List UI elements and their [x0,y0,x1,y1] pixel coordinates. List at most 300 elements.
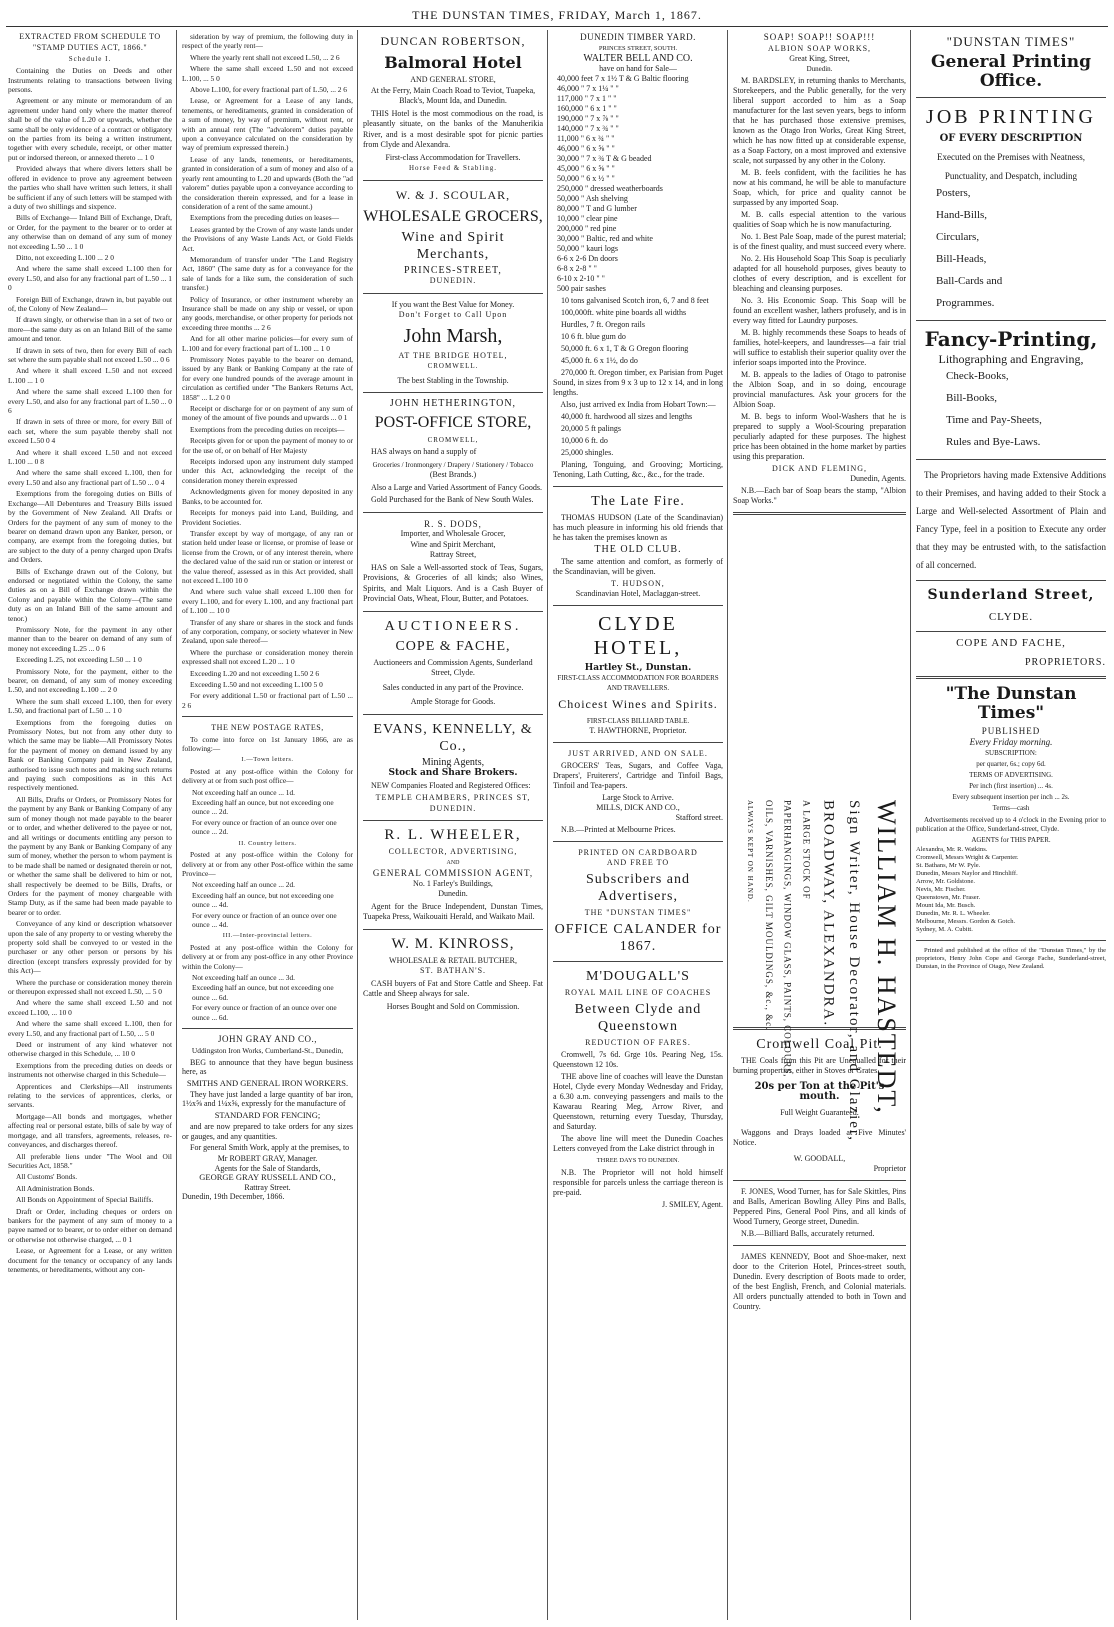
ad-line: AND FREE TO [606,858,670,867]
ad-line: SMITHS AND GENERAL IRON WORKERS. [186,1077,349,1088]
divider [553,742,723,743]
divider [916,940,1106,941]
paragraph: BEG to announce that they have begun business here, as [182,1057,353,1077]
ad-name: W. M. KINROSS, [391,935,515,952]
paper-title: "The Dunstan Times" [945,684,1077,723]
paragraph: Above L.100, for every fractional part of L.50, ... 2 6 [190,85,348,95]
rate-line: For every ounce or fraction of an ounce over one ounce ... 4d. [192,910,337,929]
list-item: 10,000 " clear pine [557,214,618,223]
paragraph: CASH buyers of Fat and Store Cattle and Sheep. Fat Cattle and Sheep always for sale. [363,978,543,998]
paragraph: Hurdles, 7 ft. Oregon rails [561,320,645,329]
paragraph: HAS on Sale a Well-assorted stock of Teas, Sugars, Provisions, & Groceries of all kinds; also Wines, Spirits, and Malt Liquors. And is a Cash Buyer of Provincial Oats, Wheat, Flour, Butter, and Potatoes. [363,562,543,603]
divider [363,611,543,612]
ad-line: WHOLESALE & RETAIL BUTCHER, [389,955,517,965]
list-item: Rules and Bye-Laws. [946,436,1041,448]
paragraph: HAS always on hand a supply of [371,447,477,456]
divider [733,512,906,515]
paragraph: And where it shall exceed L.50 and not exceed L.100 ... 0 8 [8,447,172,467]
ad-line: DICK AND FLEMING, [772,464,867,473]
paragraph: M. B. calls especial attention to the various qualities of Soap which he is now manufacturing. [733,210,906,229]
paragraph: Transfer except by way of mortgage, of any ran or station held under lease or license, or promise of lease or license from the Crown, or of any interest therein, where the declared value of the said run or station or interest or the value thereof, assessed as in this Act provided, shall not exceed L.100 10 0 [182,528,353,585]
list-item: 250,000 " dressed weatherboards [557,184,663,193]
paragraph: Cromwell, 7s 6d. Grge 10s. Pearing Neg, 15s. Queenstown 12 10s. [553,1050,723,1069]
ad-line: Groceries / Ironmongery / Drapery / Stationery / Tobacco [372,460,534,469]
ad-line: Executed on the Premises with Neatness, [937,152,1085,162]
ad-line: Wine and Spirit Merchant, [410,539,496,549]
paragraph: Exemptions from the preceding duties on receipts— [190,424,345,434]
ad-line: OILS, VARNISHES, GILT MOULDINGS, &c., &c. [763,800,774,1031]
divider [363,929,543,930]
hotel-name: Balmoral Hotel [384,53,522,72]
paragraph: Agent for the Bruce Independent, Dunstan Times, Tuapeka Press, Waikouaiti Herald, and Waikato Mail. [363,901,543,921]
paragraph: Where the sum shall exceed L.100, then for every L.50, and fractional part of L.50 ... 1 0 [8,696,172,716]
paragraph: Promissory Notes payable to the bearer on demand, issued by any Bank or Banking Company at the rate of for every one hundred pounds of the average amount in circulation as certified under "The Bankers Returns Act, 1858" ... L.2 0 0 [182,355,353,402]
ad-line: DUNEDIN. [429,276,477,285]
subheading: I.—Town letters. [241,756,294,764]
subheading: Schedule I. [68,54,112,63]
paragraph: sideration by way of premium, the following duty in respect of the yearly rent— [182,32,353,51]
ad-line: (Best Brands.) [429,470,477,479]
paragraph: Gold Purchased for the Bank of New South Wales. [371,495,534,504]
paragraph: JAMES KENNEDY, Boot and Shoe-maker, next door to the Criterion Hotel, Princes-street south, Dunedin. Every description of Boots made to order, of the best English, French, and Colonial materials. All orders punctually attended to both in Town and Country. [733,1252,906,1311]
paragraph: Provided always that where divers letters shall be offered in evidence to prove any agreement between the parties who shall have written such letters, it shall be sufficient if any of such letters will be stamped with a duty of two shillings and sixpence. [8,164,172,211]
rate-line: For every ounce or fraction of an ounce over one ounce ... 6d. [192,1003,337,1022]
paragraph: Lease, or Agreement for a Lease of any lands, tenements, or hereditaments, granted in consideration of a sum of money, by way of premium, without rent, or with an annual rent (The "advalorem" duties payable upon a conveyance calculated on the consideration by way of premium expressed therein.) [182,96,353,153]
paragraph: THE above line of coaches will leave the Dunstan Hotel, Clyde every Monday Wednesday and Friday, a 6.30 a.m. conveying passengers and mails to the Kawarau Rearing Meg, Arrow River, and Queenstown, returning every Tuesday, Thursday, and Saturday. [553,1072,723,1131]
paragraph: Planing, Tonguing, and Grooving; Morticing, Tenoning, Lath Cutting, &c., &c., for the trade. [553,460,723,479]
paragraph: 25,000 shingles. [561,448,614,457]
ad-line: COPE AND FACHE, [956,637,1066,649]
ad-line: FIRST-CLASS BILLIARD TABLE. [586,717,690,725]
ad-line: PROPRIETORS. [1024,657,1106,668]
ad-date: Dunedin, 19th December, 1866. [182,1192,285,1202]
list-item: Circulars, [936,231,980,243]
list-item: 50,000 " kauri logs [557,244,619,253]
list-item: 140,000 " 7 x ¾ " " [557,124,619,133]
divider [363,180,543,181]
paragraph: 40,000 ft. hardwood all sizes and lengths [561,412,693,421]
ad-title: The Late Fire. [591,494,685,509]
ad-line: Stock and Share Brokers. [388,768,518,778]
ad-line: Mining Agents, [421,756,485,768]
paragraph: Lease, or Agreement for a Lease, or any written document for the tenancy or occupancy of any lands tenements, or hereditaments, without any con- [8,1246,172,1274]
paragraph: Bills of Exchange drawn out of the Colony, but endorsed or negotiated within the Colony, the same duties as on a Bill of Exchange drawn within the Colony and payable within the Colony—(The same duty as on an Inland Bill of the same amount and tenor.) [8,566,172,623]
ad-title: SOAP! SOAP!! SOAP!!! [763,32,876,42]
divider [363,293,543,294]
paragraph: Draft or Order, including cheques or orders on bankers for the payment of any sum of money to a payee named or to bearer, or to order either on demand or otherwise not otherwise charged, ... 0 1 [8,1206,172,1244]
paragraph: 100,000ft. white pine boards all widths [561,308,687,317]
ad-line: ALWAYS KEPT ON HAND. [745,800,754,903]
paragraph: They have just landed a large quantity of bar iron, 1½x⅝ and 1¼x⅝, expressly for the manufacture of [182,1090,353,1109]
ad-line: Subscribers and Advertisers, [585,872,691,904]
paragraph: M. B. begs to inform Wool-Washers that he is prepared to supply a Wool-Scouring preparation peculiarly adapted for these purposes. The highest price has been obtained in the home market by parties using this preparation. [733,412,906,461]
rate-line: Exceeding half an ounce, but not exceeding one ounce ... 4d. [192,890,334,910]
list-item: 6-6 x 2-6 Dn doors [557,254,618,263]
ad-line: Don't Forget to Call Upon [398,310,508,319]
paragraph: Receipts given for or upon the payment of money to or for the use of, or on behalf of Her Majesty [182,436,353,455]
ad-line: ST. BATHAN'S. [419,966,487,975]
top-rule [6,26,1108,27]
paragraph: Where the yearly rent shall not exceed L.50, ... 2 6 [190,52,340,62]
paragraph: Leases granted by the Crown of any waste lands under the Provisions of any Waste Lands Act, or Gold Fields Act. [182,224,353,253]
list-item: 50,000 " Ash shelving [557,194,628,203]
list-item: Posters, [936,187,971,199]
ad-line: A LARGE STOCK OF [801,800,812,900]
list-item: Cromwell, Messrs Wright & Carpenter. [916,854,1019,861]
divider [363,820,543,821]
ad-line: Every subsequent insertion per inch ... 2s. [952,793,1070,801]
ad-line: J. SMILEY, Agent. [662,1200,723,1209]
paragraph: Deed or instrument of any kind whatever not otherwise charged in this Schedule, ... 10 0 [8,1040,172,1059]
column-divider [727,30,728,1620]
ad-line: Lithographing and Engraving, [938,352,1084,366]
paragraph: The Proprietors having made Extensive Additions to their Premises, and having added to their Stock a Large and Well-selected Assortment of Plain and Fancy Type, feel in a position to Execute any order that they may be entrusted with, to the satisfaction of all concerned. [916,470,1106,570]
paragraph: F. JONES, Wood Turner, has for Sale Skittles, Pins and Balls, American Bowling Alley Pins and Balls, Peppered Pins, General Pool Pins, and all kinds of Wood Turnery, George street, Dunedin. [733,1187,906,1226]
ad-line: THE OLD CLUB. [594,544,682,555]
rate-line: Not exceeding half an ounce ... 3d. [192,972,296,982]
paragraph: All Customs' Bonds. [16,1172,78,1182]
ad-line: Terms—cash [992,804,1030,812]
paragraph: N.B.—Billiard Balls, accurately returned. [741,1229,875,1238]
subheading: III.—Inter-provincial letters. [222,932,313,940]
rate-line: Not exceeding half an ounce ... 2d. [192,880,296,890]
ad-line: Large Stock to Arrive. [602,793,674,802]
ad-line: AND GENERAL STORE, [410,75,496,84]
paragraph: For every additional L.50 or fractional part of L.50 ... 2 6 [182,691,353,710]
divider [553,486,723,487]
ad-title: JOHN GRAY AND CO., [217,1034,318,1044]
ad-line: Great King, Street, [789,54,850,63]
list-item: 40,000 feet 7 x 1½ T & G Baltic flooring [557,74,689,83]
ad-line: If you want the Best Value for Money. [391,299,515,309]
paragraph: Exceeding L.25, not exceeding L.50 ... 1 0 [16,655,142,665]
heading: EXTRACTED FROM SCHEDULE TO [19,32,161,41]
list-item: Alexandra, Mr. R. Watkins. [916,846,988,853]
list-item: St. Bathans, Mr W. Pyle. [916,862,981,869]
ad-line: Ample Storage for Goods. [410,697,496,706]
list-item: Arrow, Mr. Goldstone. [916,878,975,885]
masthead: THE DUNSTAN TIMES, FRIDAY, March 1, 1867. [412,8,702,22]
ad-line: MILLS, DICK AND CO., [596,803,680,812]
column-stamp-duties [4,30,176,1620]
ad-line: FIRST-CLASS ACCOMMODATION FOR BOARDERS AND TRAVELLERS. [557,674,719,692]
paragraph: Receipt or discharge for or on payment of any sum of money of the amount of five pounds and upwards ... 0 1 [182,404,353,423]
divider [916,97,1106,98]
ad-line: Dunedin. [438,889,468,898]
list-item: Sydney, M. A. Cubitt. [916,926,973,933]
print-list [916,182,1106,314]
paragraph: Apprentices and Clerkships—All instruments relating to the services of apprentices, clerks, or servants. [8,1081,172,1110]
ad-name: COPE & FACHE, [395,638,511,654]
paragraph: Also a Large and Varied Assortment of Fancy Goods. [371,482,543,492]
ad-line: Punctuality, and Despatch, including [944,171,1078,181]
heading: "STAMP DUTIES ACT, 1866." [32,43,148,53]
paragraph: Containing the Duties on Deeds and other Instruments relating to transactions between living persons. [8,66,172,95]
paragraph: And where such value shall exceed L.100 then for every L.100, and for every L.100, and any fractional part of L.100 ... 10 0 [182,587,353,616]
ad-line: ROYAL MAIL LINE OF COACHES [564,988,712,997]
list-item: 45,000 " 6 x ⅝ " " [557,164,615,173]
ad-line: General Printing Office. [931,52,1091,91]
ad-name: M'DOUGALL'S [586,969,690,984]
list-item: Dunedin, Mr. R. L. Wheeler. [916,910,991,917]
paragraph: M. BARDSLEY, in returning thanks to Merchants, Storekeepers, and the Public generally, for the very liberal support accorded to him as a Soap manufacturer for the last seven years, begs to inform that he has purchased those extensive premises, known as the Otago Iron Works, Great King Street, which he has now fitted up at considerable expense, as a Soap Factory, on a most improved and extensive scale, not surpassed by any other in the Colony. [733,76,906,165]
column-ads-2 [549,30,727,1620]
paragraph: Exemptions from the foregoing duties on Bills of Exchange—All Debentures and Treasury Bills issued by the Government of New Zealand. All Drafts or Orders for the payment of any sum of money to the bearer on demand drawn upon any Banker, person, or company, are exempt from the foregoing duties, but are subject to the duty of a penny charged upon Drafts and Orders. [8,489,172,565]
paragraph: The same attention and comfort, as formerly of the Scandinavian, will be given. [553,557,723,576]
divider [363,512,543,513]
paragraph: Conveyance of any kind or description whatsoever upon the sale of any property to or vesting whereby the property sold shall be conveyed to or vested in the purchaser or any other person or persons by his direction (except transfers expressly provided for by this Act)— [8,919,172,976]
paragraph: And where it shall exceed L.50 and not exceed L.100 ... 1 0 [8,366,172,385]
paragraph: Promissory Note, for the payment in any other manner than to the bearer on demand of any sum of money not exceeding L.25 ... 0 6 [8,624,172,653]
paragraph: For general Smith Work, apply at the premises, to [190,1143,350,1153]
paragraph: Exemptions from the foregoing duties on Promissory Notes, but not from any other duty to which the same may be liable—All Promissory Notes for the payment of money on demand issued by any Bank or Banking Company paid in New Zealand, authorised to issue such notes and making such returns and paying such compositions as in this Act respectively mentioned. [8,717,172,793]
ad-title: AUCTIONEERS. [384,618,522,634]
paragraph: If drawn in sets of two, then for every Bill of each set where the sum payable shall not exceed L.50 ... 0 6 [8,345,172,364]
ad-line: Sign Writer, House Decorator, and Glazier, [846,800,863,1143]
ad-line: Importer, and Wholesale Grocer, [400,529,506,538]
paragraph: Bills of Exchange— Inland Bill of Exchange, Draft, or Order, for the payment to the bearer or to order at any otherwise than on demand of any sum of money not exceeding L.50 ... 1 0 [8,213,172,251]
ad-name: W. & J. SCOULAR, [395,187,511,202]
paragraph: And where the same shall exceed L.100 then for every L.50, and also for any fractional part of L.50 ... 1 0 [8,264,172,293]
paragraph: M. B. appeals to the ladies of Otago to patronise the Albion Soap, and in so doing, encourage provincial manufactures. Ask your grocers for the Albion Soap. [733,370,906,409]
paragraph: 50,000 ft. 6 x 1, T & G Oregon flooring [561,344,689,353]
rate-line: For every ounce or fraction of an ounce over one ounce ... 2d. [192,817,337,837]
ad-line: W. GOODALL, [793,1154,846,1163]
divider [916,676,1106,679]
ad-line: PRINCES-STREET, [404,264,502,276]
paragraph: All Bills, Drafts or Orders, or Promissory Notes for the payment by any Bank or Banking Company of any sum of money though not made payable to the bearer or to order, and whether delivered to the payee or not, and all writings or documents entitling any person to the payment by any Bank or Banking Company of any sum of money, whether the person to whom payment is to be made shall be named or designated therein or not, or whether the same shall be delivered to him or not, shall respectively be deemed to be Bills, Drafts, or Orders for the payment of money chargeable with Stamp Duty, as if the same had been made payable to bearer or to order. [8,794,172,917]
paragraph: Where the purchase or consideration money therein or thereupon expressed shall not exceed L.50, ... 5 0 [8,977,172,996]
paragraph: Agreement or any minute or memorandum of an agreement under hand only where the matter thereof shall be of the value of L.20 or upwards, whether the same shall be only evidence of a contract or obligatory on the parties from its being a written instrument, together with every schedule, receipt, or other matter put or indorsed thereon, or annexed thereto ... 1 0 [8,96,172,162]
ad-line: Stafford street. [675,813,723,822]
paragraph: And where the same shall exceed L.100, then for every L.50 and also any fractional part of L.50 ... 0 4 [8,468,172,487]
ad-line: PRINCES STREET, SOUTH. [598,45,678,52]
column-divider [176,30,177,1620]
divider [553,961,723,962]
paragraph: Receipts for moneys paid into Land, Building, and Provident Societies. [182,508,353,527]
divider [182,716,353,717]
divider [916,320,1106,321]
ad-line: CROMWELL, [427,435,479,444]
print-list [916,365,1106,453]
ad-line: TERMS OF ADVERTISING. [969,771,1053,779]
ad-line: At the Ferry, Main Coach Road to Teviot, Tuapeka, Black's, Mount Ida, and Dunedin. [370,85,536,105]
paragraph: M. B. highly recommends these Soaps to heads of families, hotel-keepers, and laundresses—a fair trial will suffice to establish their superior quality over the inferior soaps imported into the Province. [733,328,906,367]
ad-line: GENERAL COMMISSION AGENT, [372,868,534,878]
ad-line: DUNEDIN. [429,803,477,813]
ad-line: WHOLESALE GROCERS, [363,207,543,225]
paragraph: Exemptions from the preceding duties on deeds or instruments not otherwise charged in this Schedule— [8,1060,172,1080]
ad-line: per quarter, 6s.; copy 6d. [976,760,1046,768]
paragraph: GROCERS' Teas, Sugars, and Coffee Vaga, Drapers', Fruiterers', Cartridge and Tinfoil Bags, Tinfoil and Tea-papers. [553,761,723,790]
list-item: Nevis, Mr. Fischer. [916,886,966,893]
ad-line: Per inch (first insertion) ... 4s. [969,782,1053,790]
ad-line: Dunedin, Agents. [850,474,906,483]
paragraph: THE Coals from this Pit are Unequalled for their burning properties, either in Stoves or Grates. [733,1056,906,1075]
column-divider [910,30,911,1620]
paragraph: No. 1. Best Pale Soap, made of the purest material; is of the finest quality, and must succeed every where. [733,232,906,251]
ad-name: R. L. WHEELER, [384,827,522,843]
ad-line: Dunedin. [806,65,833,73]
paragraph: N.B.—Each bar of Soap bears the stamp, "Albion Soap Works." [733,486,906,505]
paragraph: M. B. feels confident, with the facilities he has now at his command, he will be able to manufacture Soap, which, for price and quality cannot be surpassed by any imported Soap. [733,168,906,207]
paragraph: And for all other marine policies—for every sum of L.100 and for every fractional part of L.100 ... 1 0 [182,334,353,353]
paragraph: Memorandum of transfer under "The Land Registry Act, 1860" (The same duty as for a conveyance for the sale of lands for a like sum, the consideration of such transfer.) [182,254,353,293]
ad-line: REDUCTION OF FARES. [585,1038,691,1047]
paragraph: and are now prepared to take orders for any sizes or gauges, and any quantities. [182,1122,353,1141]
ad-line: GEORGE GRAY RUSSELL AND CO., [199,1172,336,1183]
ad-line: Rattray Street, [429,550,477,559]
ad-line: Scandinavian Hotel, Maclaggan-street. [575,589,701,598]
ad-title: JUST ARRIVED, AND ON SALE. [568,749,708,758]
paragraph: Acknowledgments given for money deposited in any Banks, to be accounted for. [182,487,353,506]
list-item: 50,000 " 6 x ½ " " [557,174,615,183]
list-item: Bill-Books, [946,392,998,404]
ad-line: Horse Feed & Stabling. [408,164,498,172]
ad-name: EVANS, KENNELLY, & Co., [373,721,533,754]
ad-line: SUBSCRIPTION: [985,749,1037,757]
divider [553,605,723,606]
list-item: 46,000 " 6 x ⅝ " " [557,144,615,153]
ad-title: Cromwell Coal Pit. [756,1037,883,1052]
paragraph: All Administration Bonds. [16,1183,95,1193]
rate-line: Exceeding half an ounce, but not exceeding one ounce ... 2d. [192,798,334,817]
list-item: Mount Ida, Mr. Busch. [916,902,976,909]
ad-line: COLLECTOR, ADVERTISING, [388,847,518,856]
paragraph: 10 6 ft. blue gum do [561,332,626,341]
ad-line: Wine and Spirit Merchants, [401,229,505,262]
ad-name: WILLIAM H. HASTEDT, [871,800,901,1115]
imprint: Printed and published at the office of the "Dunstan Times," by the proprietors, Henry John Cope and George Fache, Sunderland-street, Dunstan, in the Province of Otago, New Zealand. [916,947,1106,970]
paragraph: Exemptions from the preceding duties on leases— [190,213,340,223]
paragraph: And where the same shall exceed L.50 and not exceed L.100, ... 10 0 [8,998,172,1017]
paragraph: Posted at any post-office within the Colony for delivery at or from any post-office in any other Province within the Colony— [182,942,353,971]
ad-line: PUBLISHED [981,726,1041,736]
paragraph: Lease of any lands, tenements, or hereditaments, granted in consideration of a sum of money and also of a yearly rent amounting to L.20 and upwards (Both the "ad valorem" duties payable upon a conveyance according to the consideration therein expressed, and for a lease in consideration of a rent of the same amount.) [182,154,353,211]
divider [553,841,723,842]
ad-line: OFFICE CALANDER for 1867. [554,922,722,954]
paragraph: Waggons and Drays loaded at Five Minutes' Notice. [733,1128,906,1147]
paragraph: Policy of Insurance, or other instrument whereby an Insurance shall be made on any ship or vessel, or upon any goods, merchandise, or other property for periods not exceeding three months ... 2 6 [182,294,353,332]
ad-line: BROADWAY, ALEXANDRA. [820,800,837,1028]
ad-title: "DUNSTAN TIMES" [946,34,1076,49]
agent-list [916,846,1106,934]
ad-line: STANDARD FOR FENCING; [214,1109,321,1120]
list-item: Bill-Heads, [936,253,987,265]
divider [916,631,1106,632]
ad-line: AGENTS for THIS PAPER. [971,836,1051,844]
paragraph: The above line will meet the Dunedin Coaches Letters conveyed from the Lake district through in [553,1134,723,1153]
job-printing: JOB PRINTING [926,106,1096,128]
ad-name: John Marsh, [403,324,503,347]
paragraph: Where the purchase or consideration money therein expressed shall not exceed L.20 ... 1 0 [182,647,353,667]
paragraph: No. 2. His Household Soap This Soap is peculiarly adapted for all household purposes, gives beauty to clothes of every description, and is excellent for bleaching and cleansing purposes. [733,254,906,293]
paragraph: N.B. The Proprietor will not hold himself responsible for parcels unless the carriage thereon is pre-paid. [553,1168,723,1197]
paragraph: And where the same shall exceed L.100, then for every L.50, and any fractional part of L.50, ... 5 0 [8,1019,172,1038]
ad-line: Rattray Street. [244,1182,291,1192]
ad-line: T. HAWTHORNE, Proprietor. [589,726,687,735]
ad-line: Mr ROBERT GRAY, Manager. [217,1154,318,1164]
paragraph: 270,000 ft. Oregon timber, ex Parisian from Puget Sound, in sizes from 9 x 3 up to 12 x 14, and in long lengths. [553,368,723,397]
ad-line: OF EVERY DESCRIPTION [939,133,1083,144]
ad-line: TEMPLE CHAMBERS, PRINCES ST, [375,793,531,802]
ad-address: Uddingston Iron Works, Cumberland-St., Dunedin, [191,1046,344,1056]
ad-line: Full Weight Guaranteed. [780,1108,859,1117]
ad-line: Sales conducted in any part of the Province. [382,682,524,692]
paragraph: Where the same shall exceed L.50 and not exceed L.100, ... 5 0 [182,64,353,83]
paragraph: And where the same shall exceed L.100 then for every L.50, and also for any fractional part of L.50 ... 0 6 [8,387,172,416]
ad-line: POST-OFFICE STORE, [374,413,532,431]
divider [916,459,1106,460]
paragraph: Advertisements received up to 4 o'clock in the Evening prior to publication at the Office, Sunderland-street, Clyde. [916,816,1106,833]
ad-name: JOHN HETHERINGTON, [389,398,517,409]
paragraph: Exceeding L.50 and not exceeding L.100 5 0 [190,680,323,689]
paragraph: Exceeding L.20 and not exceeding L.50 2 6 [190,668,320,678]
paragraph: 45,000 ft. 6 x 1½, do do [561,356,638,365]
paragraph: 10 tons galvanised Scotch iron, 6, 7 and 8 feet [561,296,709,305]
subheading: II. Country letters. [238,839,297,847]
ad-line: T. HUDSON, [611,579,665,588]
ad-line: Horses Bought and Sold on Commission. [386,1001,520,1011]
ad-name: R. S. DODS, [424,518,482,529]
ad-line: First-class Accommodation for Travellers. [385,152,521,162]
list-item: Hand-Bills, [936,209,988,221]
paragraph: Mortgage—All bonds and mortgages, whether affecting real or personal estate, bills of sale by way of mortgage, and all transfers, agreements, releases, re-conveyances, and discharges thereof. [8,1111,172,1150]
paragraph: If drawn in sets of three or more, for every Bill of each set, where the sum payable thereby shall not exceed L.50 0 4 [8,417,172,446]
ad-line: The best Stabling in the Township. [397,375,509,385]
list-item: 160,000 " 6 x 1 " " [557,104,617,113]
ad-line: No. 1 Farley's Buildings, [413,878,493,888]
list-item: 500 pair sashes [557,284,606,293]
ad-name: DUNCAN ROBERTSON, [380,34,526,48]
ad-line: THE "DUNSTAN TIMES" [584,908,692,917]
ad-line: Between Clyde and Queenstown [574,1002,702,1034]
paragraph: Receipts indorsed upon any instrument duly stamped under this Act, acknowledging the receipt of the consideration money therein expressed [182,457,353,485]
ad-line: Proprietor [873,1164,906,1173]
paragraph: Promissory Note, for the payment, either to the bearer, on demand, of any sum of money exceeding L.50, and not exceeding L.100 ... 2 0 [8,666,172,695]
list-item: 11,000 " 6 x ¾ " " [557,134,615,143]
paragraph: All preferable liens under "The Wool and Oil Securities Act, 1858." [8,1151,172,1170]
ad-line: Agents for the Sale of Standards, [214,1163,321,1173]
ad-line: AND [446,859,460,866]
list-item: 30,000 " Baltic, red and white [557,234,653,243]
ad-line: AT THE BRIDGE HOTEL, [398,350,508,360]
rate-line: Exceeding half an ounce, but not exceeding one ounce ... 6d. [192,983,334,1002]
paragraph: THOMAS HUDSON (Late of the Scandinavian) has much pleasure in informing his old friends that he has taken the premises known as [553,513,723,542]
paragraph: Foreign Bill of Exchange, drawn in, but payable out of, the Colony of New Zealand— [8,294,172,313]
paragraph: If drawn singly, or otherwise than in a set of two or more—the same duty as on an Inland Bill of the same amount and tenor. [8,315,172,344]
ad-line: PAPERHANGINGS, WINDOW GLASS, PAINTS, COLOURS, [782,800,793,1078]
list-item: 190,000 " 7 x ⅞ " " [557,114,619,123]
divider [363,714,543,715]
list-item: 117,000 " 7 x 1 " " [557,94,617,103]
ad-line: Auctioneers and Commission Agents, Sunderland Street, Clyde. [373,657,533,677]
ad-line: PRINTED ON CARDBOARD [578,848,698,857]
paragraph: Posted at any post-office within the Colony for delivery at or from such post office— [182,766,353,786]
paragraph: Transfer of any share or shares in the stock and funds of any corporation, company, or society whatever in New Zealand, upon sale thereof— [182,617,353,646]
ad-line: have on hand for Sale— [599,64,677,73]
list-item: Time and Pay-Sheets, [946,414,1042,426]
ad-line: THREE DAYS TO DUNEDIN. [596,1157,680,1164]
ad-line: CLYDE. [988,611,1034,623]
column-printing-office [912,30,1110,1620]
ad-line: Choicest Wines and Spirits. [558,697,718,711]
list-item: Melbourne, Messrs. Gordon & Gotch. [916,918,1016,925]
paragraph: 20,000 5 ft palings [561,424,621,433]
postage-title: THE NEW POSTAGE RATES, [211,723,324,733]
fancy-printing: Fancy-Printing, [924,327,1098,351]
ad-name: WALTER BELL AND CO. [583,53,693,64]
